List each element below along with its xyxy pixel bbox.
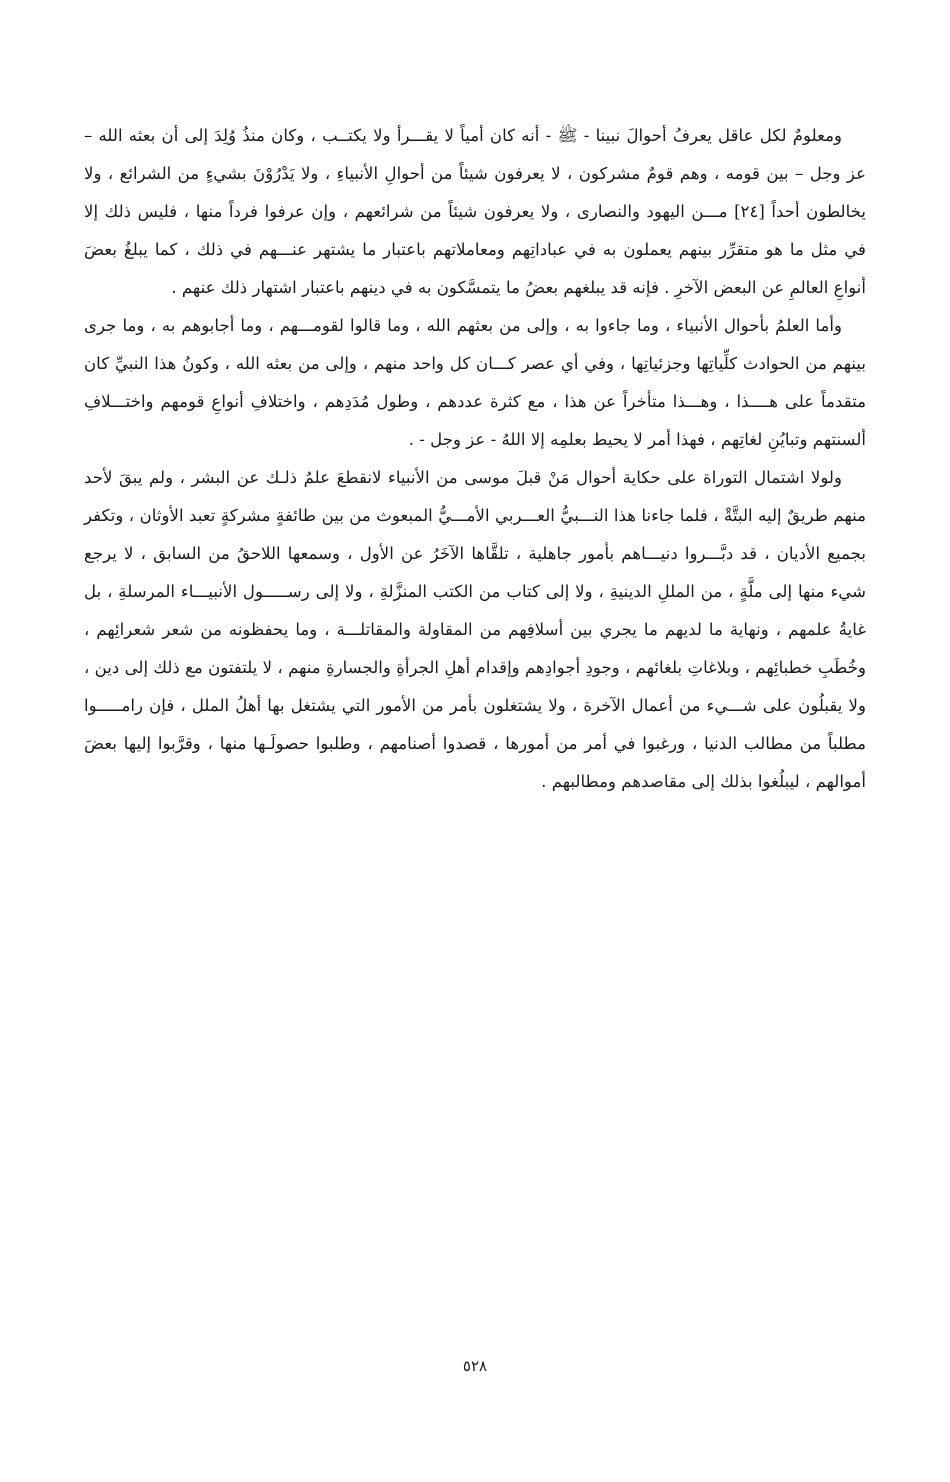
paragraph-3: ولولا اشتمال التوراة على حكاية أحوال مَنْ قبلَ موسى من الأنبياء لانقطعَ علمُ ذلـك عن البشر ، ولم يبقَ لأحد منهم طريقٌ إليه البتَّةْ ، فلما جاءنا هذا النـــبيُّ العـــربي الأمـــيُّ المبعوث من بين طائفةٍ مشركةٍ تعبد الأوثان ، وتكفر بجميع الأديان ، قد دبَّـــروا دنيـــاهم بأمور جاهلية ، تلقَّاها الآخَرُ عن الأول ، وسمعها اللاحقُ من السابق ، لا يرجع شيء منها إلى ملَّةٍ ، من المللِ الدينيةِ ، ولا إلى كتاب من الكتب المنزَّلةِ ، ولا إلى رســـــول الأنبيـــاء المرسلةِ ، بل غايةُ علمهم ، ونهاية ما لديهم ما يجري بين أسلافِهم من المقاولة والمقاتلـــة ، وما يحفظونه من شعر شعرائِهم ، وخُطَبِ خطبائِهم ، وبلاغاتِ بلغائهم ، وجودِ أجوادِهم وإقدام أهلِ الجرأةِ والجسارةِ منهم ، لا يلتفتون مع ذلك إلى دين ، ولا يقبلُون على شـــيء من أعمال الآخرة ، ولا يشتغلون بأمر من الأمور التي يشتغل بها أهلُ الملل ، فإن رامـــــوا مطلباً من مطالب الدنيا ، ورغبوا في أمر من أمورها ، قصدوا أصنامهم ، وطلبوا حصولَـها منها ، وقرَّبوا إليها بعضَ أموالهم ، ليبلُغوا بذلك إلى مقاصدهم ومطالبهم . <box>84 468 866 791</box>
page-number: ٥٢٨ <box>462 1357 488 1375</box>
paragraph-2: وأما العلمُ بأحوال الأنبياء ، وما جاءوا به ، وإلى من بعثهم الله ، وما قالوا لقومـــهم ، وما أجابوهم به ، وما جرى بينهم من الحوادث كلِّياتِها وجزئياتِها ، وفي أي عصر كـــان كل واحد منهم ، وإلى من بعثه الله ، وكونُ هذا النبيِّ كان متقدماً على هــــذا ، وهـــذا متأخراً عن هذا ، مع كثرة عددهم ، وطول مُدَدِهم ، واختلافِ أنواعِ قومهم واختـــلافِ ألسنتهم وتبايُنِ لغاتِهم ، فهذا أمر لا يحيط بعلمِه إلا اللهُ - عز وجل - . <box>84 316 866 449</box>
body-text <box>84 117 866 801</box>
paragraph-1: ومعلومٌ لكل عاقل يعرفُ أحوالَ نبينا - ﷺ - أنه كان أمياً لا يقـــرأ ولا يكتــب ، وكان منذُ وُلِدَ إلى أن بعثه الله – عز وجل – بين قومه ، وهم قومٌ مشركون ، لا يعرفون شيئاً من أحوالِ الأنبياءِ ، ولا يَدْرُوْنَ بشيءٍ من الشرائع ، ولا يخالطون أحداً [٢٤] مـــن اليهود والنصارى ، ولا يعرفون شيئاً من شرائعهم ، وإن عرفوا فرداً منها ، فليس ذلك إلا في مثل ما هو متقرِّر بينهم يعملون به في عباداتِهم ومعاملاتهم باعتبار ما يشتهر عنـــهم في ذلك ، كما يبلغُ بعضَ أنواعِ العالمِ عن البعض الآخرِ . فإنه قد يبلغهم بعضُ ما يتمسَّكون به في دينهم باعتبار اشتهار ذلك عنهم . <box>84 126 866 297</box>
